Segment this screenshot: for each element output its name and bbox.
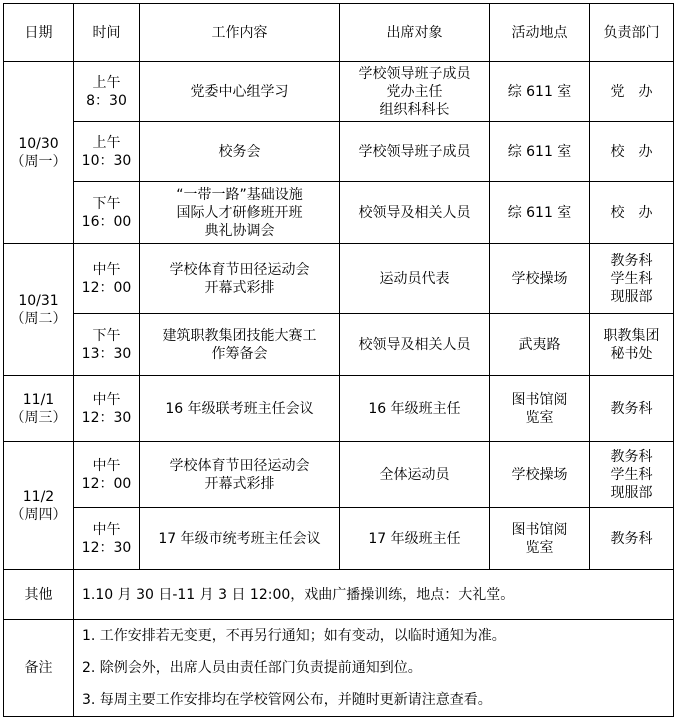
place-cell: 图书馆阅 览室 xyxy=(490,376,590,442)
remark-item: 3. 每周主要工作安排均在学校管网公布，并随时更新请注意查看。 xyxy=(82,692,492,708)
dept-cell: 党 办 xyxy=(590,62,674,122)
attendees-cell: 全体运动员 xyxy=(340,442,490,508)
header-attendees: 出席对象 xyxy=(340,4,490,62)
table-row xyxy=(4,182,674,244)
place-cell: 学校操场 xyxy=(490,244,590,314)
place-cell: 综 611 室 xyxy=(490,122,590,182)
remark-item: 2. 除例会外，出席人员由责任部门负责提前通知到位。 xyxy=(82,660,422,676)
attendees-cell: 17 年级班主任 xyxy=(340,508,490,570)
date-cell: 11/2 （周四） xyxy=(4,442,74,570)
date-cell: 10/31 （周二） xyxy=(4,244,74,376)
header-dept: 负责部门 xyxy=(590,4,674,62)
header-date: 日期 xyxy=(4,4,74,62)
place-cell: 综 611 室 xyxy=(490,182,590,244)
time-cell: 下午 16：00 xyxy=(74,182,140,244)
content-cell: 建筑职教集团技能大赛工 作筹备会 xyxy=(140,314,340,376)
dept-cell: 校 办 xyxy=(590,182,674,244)
time-cell: 上午 8：30 xyxy=(74,62,140,122)
content-cell: 党委中心组学习 xyxy=(140,62,340,122)
header-row xyxy=(4,4,674,62)
dept-cell: 教务科 xyxy=(590,376,674,442)
content-cell: 学校体育节田径运动会 开幕式彩排 xyxy=(140,442,340,508)
dept-cell: 校 办 xyxy=(590,122,674,182)
attendees-cell: 学校领导班子成员 党办主任 组织科科长 xyxy=(340,62,490,122)
header-content: 工作内容 xyxy=(140,4,340,62)
attendees-cell: 16 年级班主任 xyxy=(340,376,490,442)
time-cell: 中午 12：30 xyxy=(74,508,140,570)
place-cell: 综 611 室 xyxy=(490,62,590,122)
time-cell: 中午 12：00 xyxy=(74,244,140,314)
content-cell: 学校体育节田径运动会 开幕式彩排 xyxy=(140,244,340,314)
remarks-label: 备注 xyxy=(4,620,74,717)
content-cell: 16 年级联考班主任会议 xyxy=(140,376,340,442)
remark-item: 1. 工作安排若无变更，不再另行通知；如有变动，以临时通知为准。 xyxy=(82,628,506,644)
time-cell: 中午 12：00 xyxy=(74,442,140,508)
remarks-row xyxy=(4,620,674,717)
attendees-cell: 学校领导班子成员 xyxy=(340,122,490,182)
date-cell: 11/1 （周三） xyxy=(4,376,74,442)
place-cell: 图书馆阅 览室 xyxy=(490,508,590,570)
time-cell: 上午 10：30 xyxy=(74,122,140,182)
other-text: 1.10 月 30 日-11 月 3 日 12:00，戏曲广播操训练，地点：大礼堂。 xyxy=(74,570,674,620)
dept-cell: 教务科 学生科 现服部 xyxy=(590,442,674,508)
content-cell: 校务会 xyxy=(140,122,340,182)
content-cell: “一带一路”基础设施 国际人才研修班开班 典礼协调会 xyxy=(140,182,340,244)
table-row xyxy=(4,62,674,122)
date-cell: 10/30 （周一） xyxy=(4,62,74,244)
other-row xyxy=(4,570,674,620)
table-row xyxy=(4,314,674,376)
time-cell: 下午 13：30 xyxy=(74,314,140,376)
dept-cell: 教务科 xyxy=(590,508,674,570)
header-place: 活动地点 xyxy=(490,4,590,62)
attendees-cell: 校领导及相关人员 xyxy=(340,314,490,376)
table-row xyxy=(4,376,674,442)
schedule-table xyxy=(3,3,674,717)
remarks-cell xyxy=(74,620,674,717)
time-cell: 中午 12：30 xyxy=(74,376,140,442)
dept-cell: 教务科 学生科 现服部 xyxy=(590,244,674,314)
table-row xyxy=(4,244,674,314)
attendees-cell: 运动员代表 xyxy=(340,244,490,314)
table-row xyxy=(4,508,674,570)
table-row xyxy=(4,122,674,182)
place-cell: 学校操场 xyxy=(490,442,590,508)
content-cell: 17 年级市统考班主任会议 xyxy=(140,508,340,570)
dept-cell: 职教集团 秘书处 xyxy=(590,314,674,376)
attendees-cell: 校领导及相关人员 xyxy=(340,182,490,244)
header-time: 时间 xyxy=(74,4,140,62)
table-row xyxy=(4,442,674,508)
place-cell: 武夷路 xyxy=(490,314,590,376)
other-label: 其他 xyxy=(4,570,74,620)
